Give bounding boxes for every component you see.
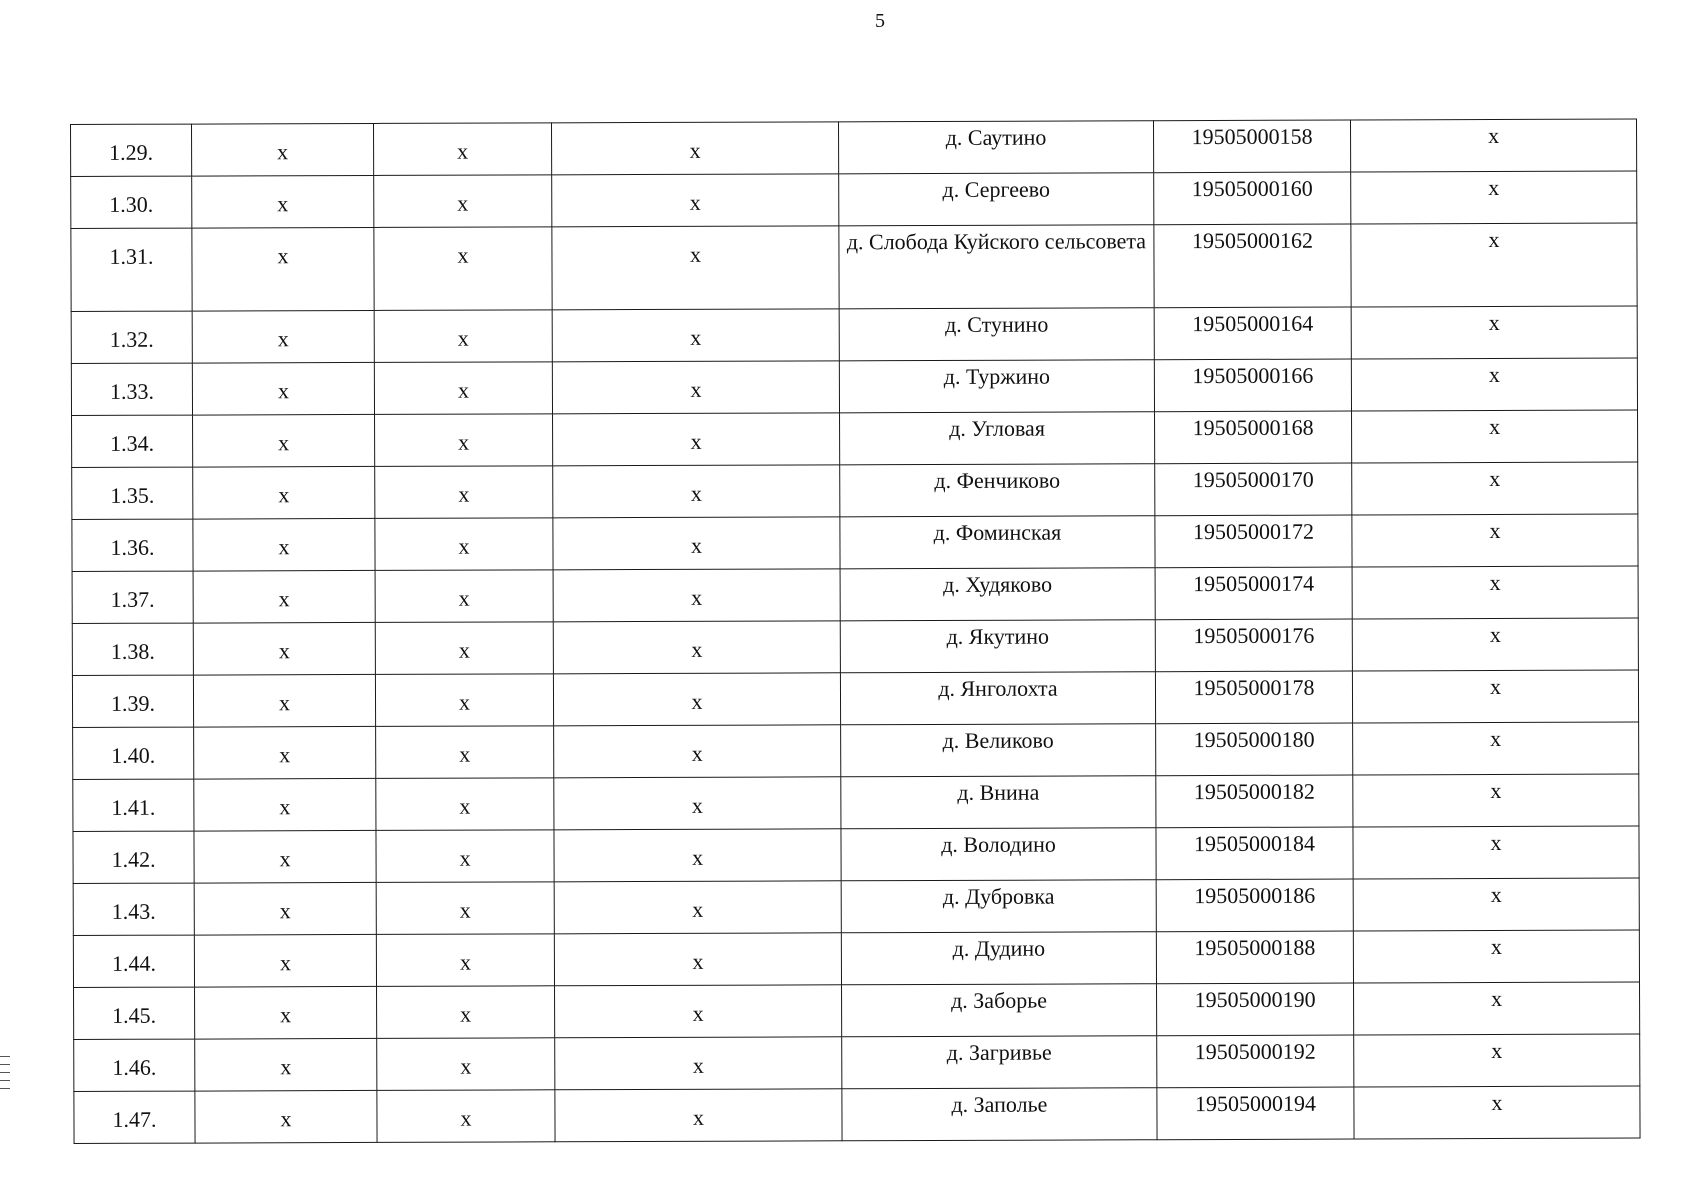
oktmo-code-cell: 19505000174: [1155, 567, 1352, 620]
column-8-cell: х: [1353, 826, 1639, 879]
table-row: [73, 878, 1639, 935]
table-row: [72, 514, 1638, 571]
column-4-cell: х: [552, 174, 839, 227]
settlement-name-cell: д. Худяково: [840, 568, 1155, 621]
table-row: [72, 566, 1638, 623]
page-number: 5: [875, 10, 885, 32]
column-3-cell: х: [375, 466, 553, 519]
row-number-cell: 1.47.: [74, 1091, 195, 1143]
oktmo-code-cell: 19505000182: [1156, 775, 1353, 828]
settlement-name-cell: д. Дудино: [841, 932, 1156, 985]
settlement-name-cell: д. Угловая: [840, 412, 1155, 465]
settlement-name-cell: д. Янголохта: [840, 672, 1155, 725]
row-number-cell: 1.34.: [72, 415, 193, 467]
column-3-cell: х: [375, 570, 553, 623]
column-3-cell: х: [375, 414, 553, 467]
oktmo-code-cell: 19505000158: [1153, 120, 1350, 173]
settlement-name-cell: д. Фоминская: [840, 516, 1155, 569]
oktmo-code-cell: 19505000166: [1154, 359, 1351, 412]
row-number-cell: 1.40.: [73, 727, 194, 779]
table-row: [74, 982, 1640, 1039]
column-4-cell: х: [555, 1089, 842, 1142]
row-number-cell: 1.36.: [72, 519, 193, 571]
column-8-cell: х: [1351, 358, 1637, 411]
column-4-cell: х: [554, 829, 841, 882]
oktmo-code-cell: 19505000194: [1157, 1087, 1354, 1140]
column-3-cell: х: [375, 622, 553, 675]
column-8-cell: х: [1354, 1086, 1640, 1139]
table-row: [73, 774, 1639, 831]
row-number-cell: 1.33.: [71, 363, 192, 415]
scan-edge-marks: [0, 1056, 10, 1102]
column-8-cell: х: [1352, 410, 1638, 463]
column-8-cell: х: [1350, 119, 1636, 172]
row-number-cell: 1.41.: [73, 779, 194, 831]
column-4-cell: х: [554, 777, 841, 830]
column-2-cell: х: [195, 1038, 377, 1091]
column-2-cell: х: [193, 414, 375, 467]
oktmo-code-cell: 19505000170: [1155, 463, 1352, 516]
table-row: [71, 223, 1637, 311]
row-number-cell: 1.31.: [71, 228, 192, 311]
column-3-cell: х: [377, 1038, 555, 1091]
column-2-cell: х: [192, 175, 374, 228]
column-4-cell: х: [552, 361, 839, 414]
oktmo-code-cell: 19505000172: [1155, 515, 1352, 568]
column-8-cell: х: [1351, 171, 1637, 224]
row-number-cell: 1.29.: [71, 124, 192, 176]
table-row: [71, 306, 1637, 363]
column-2-cell: х: [193, 674, 375, 727]
column-2-cell: х: [194, 830, 376, 883]
column-4-cell: х: [553, 413, 840, 466]
row-number-cell: 1.38.: [72, 623, 193, 675]
settlement-name-cell: д. Внина: [841, 776, 1156, 829]
column-4-cell: х: [555, 1037, 842, 1090]
oktmo-code-cell: 19505000178: [1155, 671, 1352, 724]
column-2-cell: х: [194, 934, 376, 987]
oktmo-code-cell: 19505000186: [1156, 879, 1353, 932]
settlement-name-cell: д. Слобода Куйского сельсовета: [839, 225, 1154, 309]
column-3-cell: х: [377, 1090, 555, 1143]
column-8-cell: х: [1353, 930, 1639, 983]
column-2-cell: х: [194, 726, 376, 779]
table-row: [73, 826, 1639, 883]
table-body: [71, 119, 1641, 1143]
row-number-cell: 1.39.: [72, 675, 193, 727]
column-3-cell: х: [376, 726, 554, 779]
column-3-cell: х: [375, 674, 553, 727]
column-8-cell: х: [1352, 566, 1638, 619]
column-8-cell: х: [1353, 774, 1639, 827]
table-row: [71, 119, 1637, 176]
table-row: [73, 722, 1639, 779]
column-2-cell: х: [193, 466, 375, 519]
column-3-cell: х: [377, 986, 555, 1039]
settlement-name-cell: д. Фенчиково: [840, 464, 1155, 517]
oktmo-code-cell: 19505000168: [1155, 411, 1352, 464]
settlement-name-cell: д. Великово: [841, 724, 1156, 777]
settlements-table: [70, 119, 1641, 1144]
column-4-cell: х: [554, 725, 841, 778]
table-row: [72, 670, 1638, 727]
settlement-name-cell: д. Дубровка: [841, 880, 1156, 933]
column-3-cell: х: [376, 778, 554, 831]
column-4-cell: х: [553, 517, 840, 570]
column-8-cell: х: [1351, 306, 1637, 359]
settlement-name-cell: д. Сергеево: [839, 173, 1154, 226]
column-3-cell: х: [374, 310, 552, 363]
column-4-cell: х: [554, 933, 841, 986]
settlement-name-cell: д. Туржино: [839, 360, 1154, 413]
column-2-cell: х: [195, 1090, 377, 1143]
column-4-cell: х: [552, 226, 839, 310]
column-2-cell: х: [193, 518, 375, 571]
settlement-name-cell: д. Володино: [841, 828, 1156, 881]
table-row: [71, 171, 1637, 228]
column-8-cell: х: [1353, 722, 1639, 775]
row-number-cell: 1.45.: [74, 987, 195, 1039]
settlement-name-cell: д. Заполье: [842, 1088, 1157, 1141]
table-row: [74, 1034, 1640, 1091]
column-4-cell: х: [555, 985, 842, 1038]
column-8-cell: х: [1352, 670, 1638, 723]
column-4-cell: х: [552, 309, 839, 362]
column-8-cell: х: [1351, 223, 1637, 307]
column-8-cell: х: [1352, 618, 1638, 671]
table-row: [72, 410, 1638, 467]
row-number-cell: 1.44.: [73, 935, 194, 987]
row-number-cell: 1.46.: [74, 1039, 195, 1091]
column-3-cell: х: [376, 934, 554, 987]
oktmo-code-cell: 19505000180: [1156, 723, 1353, 776]
column-4-cell: х: [553, 621, 840, 674]
column-3-cell: х: [374, 362, 552, 415]
column-2-cell: х: [193, 622, 375, 675]
column-2-cell: х: [194, 778, 376, 831]
column-8-cell: х: [1354, 982, 1640, 1035]
column-4-cell: х: [554, 881, 841, 934]
table-row: [72, 618, 1638, 675]
column-3-cell: х: [374, 227, 552, 311]
column-2-cell: х: [192, 310, 374, 363]
row-number-cell: 1.42.: [73, 831, 194, 883]
column-4-cell: х: [553, 673, 840, 726]
column-3-cell: х: [375, 518, 553, 571]
column-2-cell: х: [192, 123, 374, 176]
column-3-cell: х: [374, 175, 552, 228]
settlement-name-cell: д. Якутино: [840, 620, 1155, 673]
column-2-cell: х: [192, 362, 374, 415]
column-4-cell: х: [553, 465, 840, 518]
oktmo-code-cell: 19505000164: [1154, 307, 1351, 360]
column-2-cell: х: [195, 986, 377, 1039]
column-8-cell: х: [1353, 878, 1639, 931]
oktmo-code-cell: 19505000184: [1156, 827, 1353, 880]
row-number-cell: 1.30.: [71, 176, 192, 228]
column-4-cell: х: [553, 569, 840, 622]
settlement-name-cell: д. Заборье: [842, 984, 1157, 1037]
oktmo-code-cell: 19505000188: [1156, 931, 1353, 984]
column-3-cell: х: [373, 123, 551, 176]
column-8-cell: х: [1352, 462, 1638, 515]
column-4-cell: х: [551, 122, 838, 175]
table-row: [71, 358, 1637, 415]
table-row: [74, 1086, 1640, 1143]
oktmo-code-cell: 19505000162: [1154, 224, 1351, 308]
row-number-cell: 1.37.: [72, 571, 193, 623]
oktmo-code-cell: 19505000160: [1154, 172, 1351, 225]
row-number-cell: 1.35.: [72, 467, 193, 519]
table-row: [72, 462, 1638, 519]
column-2-cell: х: [194, 882, 376, 935]
oktmo-code-cell: 19505000190: [1157, 983, 1354, 1036]
oktmo-code-cell: 19505000176: [1155, 619, 1352, 672]
settlement-name-cell: д. Загривье: [842, 1036, 1157, 1089]
row-number-cell: 1.32.: [71, 311, 192, 363]
row-number-cell: 1.43.: [73, 883, 194, 935]
column-2-cell: х: [193, 570, 375, 623]
column-3-cell: х: [376, 882, 554, 935]
column-3-cell: х: [376, 830, 554, 883]
column-8-cell: х: [1352, 514, 1638, 567]
column-8-cell: х: [1354, 1034, 1640, 1087]
oktmo-code-cell: 19505000192: [1157, 1035, 1354, 1088]
settlement-name-cell: д. Стунино: [839, 308, 1154, 361]
column-2-cell: х: [192, 227, 374, 311]
table-row: [73, 930, 1639, 987]
settlement-name-cell: д. Саутино: [838, 121, 1153, 174]
